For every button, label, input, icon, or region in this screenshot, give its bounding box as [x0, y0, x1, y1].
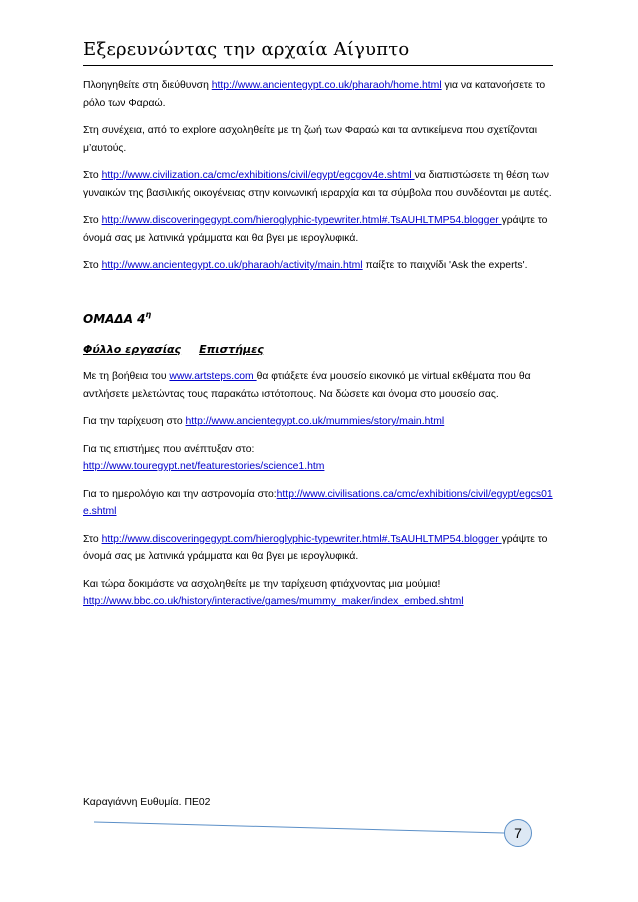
paragraph-text: Στο [83, 215, 102, 226]
paragraph-text: Στη συνέχεια, από το explore ασχοληθείτε με τη ζωή των Φαραώ και τα αντικείμενα που σχετίζονται μ’αυτούς. [83, 125, 538, 154]
task-text: γράψτε το όνομά σας με λατινικά γράμματα και θα βγει με ιερογλυφικά. [83, 533, 548, 562]
group-heading-superscript: η [145, 309, 152, 319]
paragraph-text: για να κατανοήσετε το ρόλο των Φαραώ. [83, 80, 546, 109]
worksheet-subject: Επιστήμες [199, 342, 264, 356]
paragraph-explore [83, 122, 553, 157]
task-mummification [83, 413, 553, 431]
paragraph-text: Στο [83, 260, 102, 271]
link-pharaoh-activity[interactable]: http://www.ancientegypt.co.uk/pharaoh/activity/main.html [101, 260, 363, 271]
link-civilization-egcgov4e[interactable]: http://www.civilization.ca/cmc/exhibitions/civil/egypt/egcgov4e.shtml [101, 170, 415, 181]
worksheet-heading [83, 341, 553, 359]
link-ancientegypt-pharaoh-home[interactable]: http://www.ancientegypt.co.uk/pharaoh/home.html [211, 80, 442, 91]
task-text: Για τις επιστήμες που ανέπτυξαν στο: [83, 443, 255, 455]
group-heading-text: ΟΜΑΔΑ 4 [83, 311, 146, 326]
document-body [83, 77, 553, 621]
paragraph-ask-the-experts [83, 257, 553, 275]
link-hieroglyphic-typewriter[interactable]: http://www.discoveringegypt.com/hieroglyphic-typewriter.html#.TsAUHLTMP54.blogger [101, 215, 502, 226]
footer-author: Καραγιάννη Ευθυμία. ΠΕ02 [83, 797, 211, 808]
task-text: Για την ταρίχευση στο [83, 416, 186, 427]
task-text: θα φτιάξετε ένα μουσείο εικονικό με virtual εκθέματα που θα αντλήσετε μελετώντας τους παρακάτω ιστότοπους. Να δώσετε και όνομα στο μουσείο σας. [83, 371, 531, 400]
task-text: Και τώρα δοκιμάστε να ασχοληθείτε με την ταρίχευση φτιάχνοντας μια μούμια! [83, 578, 441, 590]
task-calendar-astronomy [83, 486, 553, 521]
link-mummies-story[interactable]: http://www.ancientegypt.co.uk/mummies/story/main.html [185, 416, 445, 427]
task-virtual-museum [83, 368, 553, 403]
paragraph-text: γράψτε το όνομά σας με λατινικά γράμματα και θα βγει με ιερογλυφικά. [83, 215, 548, 244]
link-civilisations-egcs01e[interactable]: http://www.civilisations.ca/cmc/exhibitions/civil/egypt/egcs01e.shtml [83, 488, 553, 517]
paragraph-text: Στο [83, 170, 102, 181]
paragraph-text: παίξτε το παιχνίδι 'Ask the experts'. [362, 260, 528, 271]
group-heading [83, 307, 553, 327]
page-number-badge [504, 819, 532, 847]
task-text: Στο [83, 533, 102, 545]
paragraph-hieroglyphic-typewriter [83, 212, 553, 247]
link-bbc-mummy-maker[interactable]: http://www.bbc.co.uk/history/interactive/games/mummy_maker/index_embed.shtml [83, 596, 464, 607]
paragraph-royal-women [83, 167, 553, 202]
task-mummy-maker [83, 576, 553, 611]
worksheet-label: Φύλλο εργασίας [83, 342, 182, 356]
task-text: Με τη βοήθεια του [83, 371, 170, 382]
link-artsteps[interactable]: www.artsteps.com [169, 371, 257, 382]
task-text: Για το ημερολόγιο και την αστρονομία στο: [83, 488, 277, 500]
page-header-title: Εξερευνώντας την αρχαία Αίγυπτο [83, 39, 410, 60]
task-sciences [83, 441, 553, 476]
link-hieroglyphic-typewriter-2[interactable]: http://www.discoveringegypt.com/hieroglyphic-typewriter.html#.TsAUHLTMP54.blogger [101, 533, 502, 545]
paragraph-text: Πλοηγηθείτε στη διεύθυνση [83, 80, 212, 91]
link-touregypt-science[interactable]: http://www.touregypt.net/featurestories/science1.htm [83, 461, 325, 472]
header-divider [83, 65, 553, 66]
paragraph-pharaoh-home [83, 77, 553, 112]
task-hieroglyphic-typewriter [83, 531, 553, 566]
paragraph-text: να διαπιστώσετε τη θέση των γυναικών της βασιλικής οικογένειας στην κοινωνική ιεραρχία και τα σύμβολα που συνδέονται με αυτές. [83, 170, 552, 199]
page-number: 7 [514, 825, 522, 841]
